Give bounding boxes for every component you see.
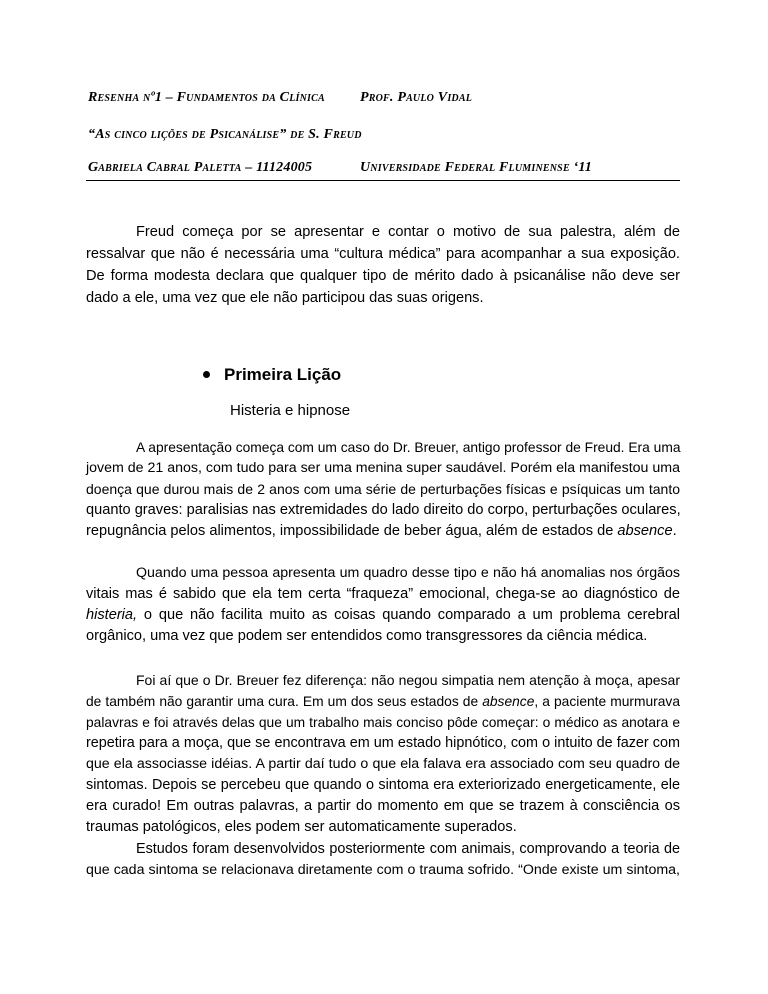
paragraph-line: A apresentação começa com um caso do Dr. Breuer, antigo professor de Freud. Era uma [136, 440, 681, 455]
paragraph-line: que cada sintoma se relacionava diretamente com o trauma sofrido. “Onde existe um sintoma, [86, 862, 680, 878]
intro-line: De forma modesta declara que qualquer tipo de mérito dado à psicanálise não deve ser [86, 268, 680, 284]
italic-term: histeria, [86, 607, 138, 623]
intro-line: dado a ele, uma vez que ele não participou das suas origens. [86, 290, 484, 306]
section-heading [203, 365, 341, 385]
paragraph-line: sintomas. Depois se percebeu que quando o sintoma era exteriorizado energeticamente, ele [86, 777, 680, 793]
paragraph-line: que ela associasse idéias. A partir daí tudo o que ela falava era associado com seu quadro de [86, 756, 680, 772]
text-run: , a paciente murmurava [534, 694, 681, 709]
paragraph-line [86, 605, 680, 626]
bullet-icon [203, 371, 210, 378]
intro-line: Freud começa por se apresentar e contar o motivo de sua palestra, além de [136, 224, 680, 240]
paragraph-line: quanto graves: paralisias nas extremidades do lado direito do corpo, perturbações oculares, [86, 502, 681, 518]
text-run: repugnância pelos alimentos, impossibilidade de beber água, além de estados de [86, 523, 618, 539]
paragraph-line: era curado! Em outras palavras, a partir do momento em que se trazem à consciência os [86, 798, 680, 814]
paragraph-line: Estudos foram desenvolvidos posteriormente com animais, comprovando a teoria de [136, 841, 680, 857]
paragraph-4 [86, 839, 680, 881]
header-line-1 [88, 90, 473, 106]
intro-line: ressalvar que não é necessária uma “cultura médica” para acompanhar a sua exposição. [86, 246, 680, 262]
paragraph-line: Quando uma pessoa apresenta um quadro desse tipo e não há anomalias nos órgãos [136, 565, 680, 581]
paragraph-line: traumas patológicos, eles podem ser automaticamente superados. [86, 819, 517, 835]
italic-term: absence [617, 523, 673, 539]
book-title: “As cinco lições de Psicanálise” de S. Freud [88, 127, 362, 142]
paragraph-line: repetira para a moça, que se encontrava em um estado hipnótico, com o intuito de fazer com [86, 735, 680, 751]
text-run: . [672, 523, 677, 539]
paragraph-line: doença que durou mais de 2 anos com uma série de perturbações físicas e psíquicas um tanto [86, 481, 680, 497]
text-run: de também não garantir uma cura. Em um dos seus estados de [86, 694, 483, 709]
paragraph-line: palavras e foi através delas que um trabalho mais conciso pôde começar: o médico as anotara e [86, 715, 680, 730]
paragraph-3 [86, 670, 680, 838]
header-line-3 [88, 160, 593, 176]
section-title: Primeira Lição [224, 365, 342, 384]
student-name: Gabriela Cabral Paletta – 11124005 [88, 160, 313, 175]
paragraph-line: orgânico, uma vez que podem ser entendidos como transgressores da ciência médica. [86, 628, 648, 644]
paragraph-line: jovem de 21 anos, com tudo para ser uma menina super saudável. Porém ela manifestou uma [86, 460, 680, 476]
paragraph-1 [86, 437, 680, 542]
university-name: Universidade Federal Fluminense ‘11 [360, 160, 593, 175]
paragraph-line: Foi aí que o Dr. Breuer fez diferença: não negou simpatia nem atenção à moça, apesar [136, 672, 680, 688]
italic-term: absence [482, 694, 535, 709]
paragraph-line [86, 521, 680, 542]
paragraph-line [86, 691, 680, 712]
professor-name: Prof. Paulo Vidal [360, 90, 473, 105]
header-divider [86, 180, 680, 181]
section-subtitle: Histeria e hipnose [230, 402, 351, 419]
text-run: o que não facilita muito as coisas quando comparado a um problema cerebral [137, 607, 680, 623]
intro-paragraph [86, 221, 680, 309]
review-title: Resenha nº1 – Fundamentos da Clínica [88, 90, 325, 105]
paragraph-line: vitais mas é sabido que ela tem certa “fraqueza” emocional, chega-se ao diagnóstico de [86, 586, 680, 602]
paragraph-2 [86, 563, 680, 647]
